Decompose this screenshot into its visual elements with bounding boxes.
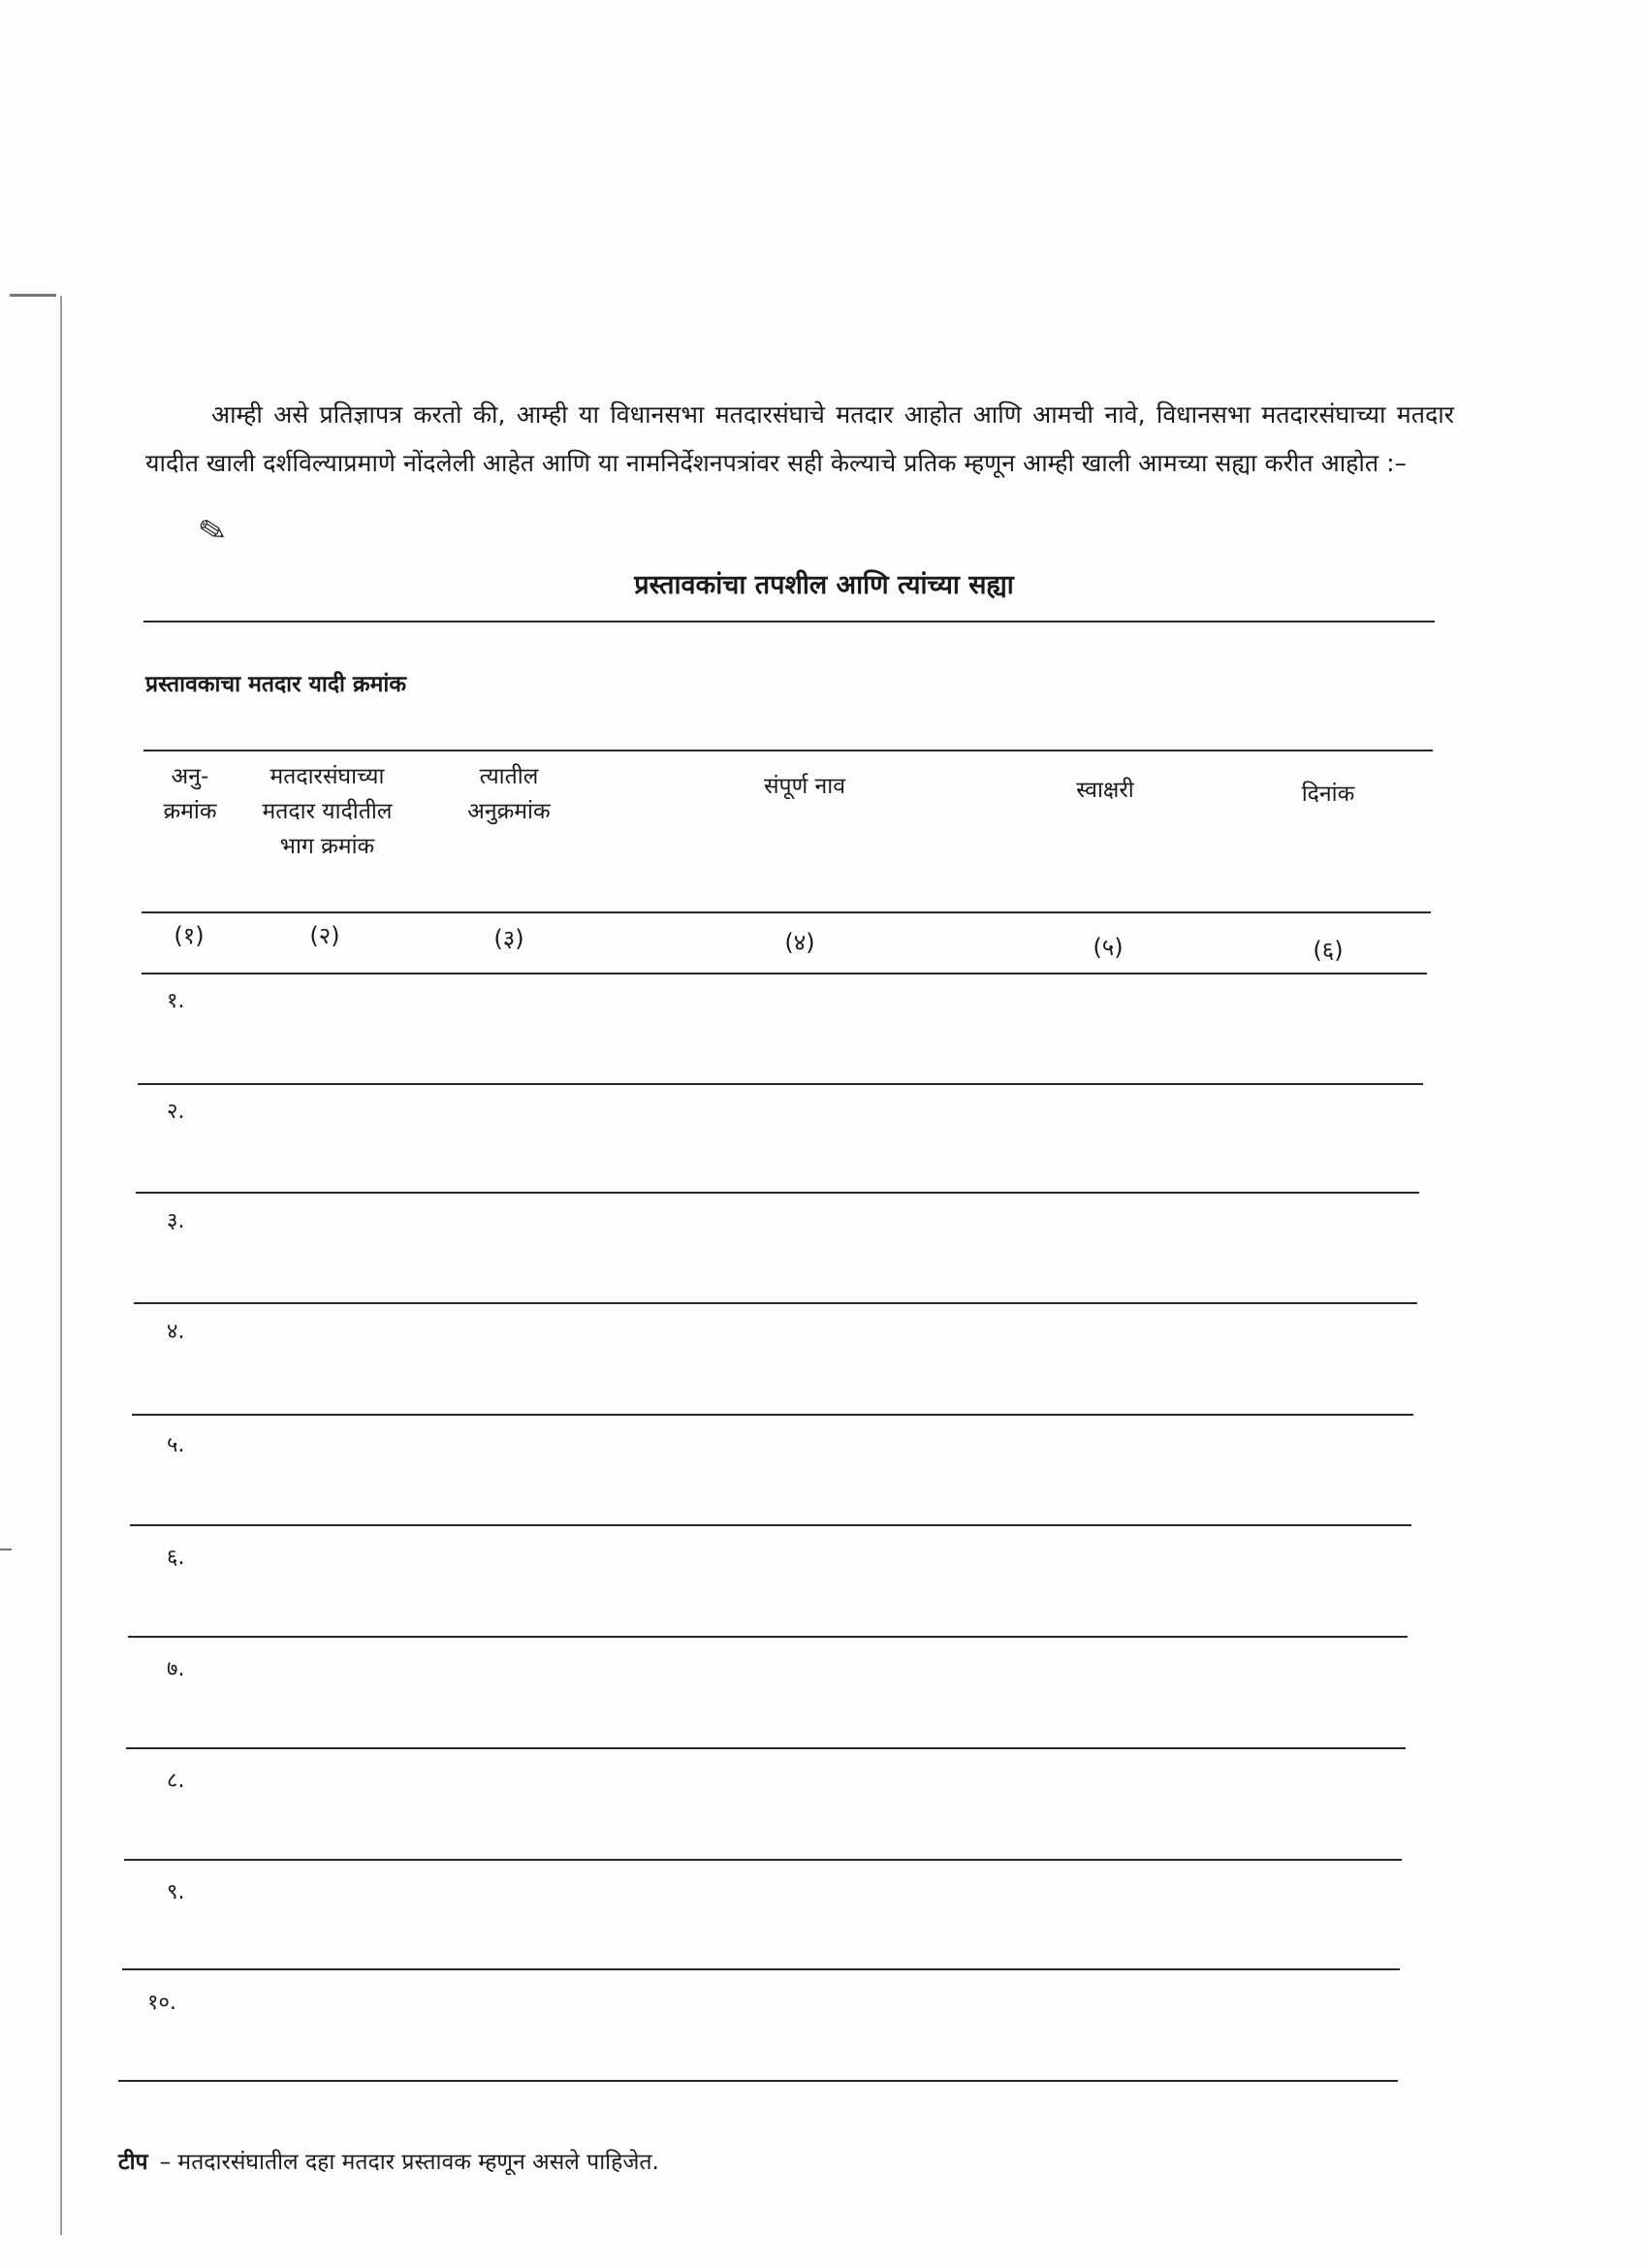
row-rule [136,1192,1419,1194]
col-header-label: अनु- क्रमांक [163,764,217,824]
row-number: ६. [167,1546,185,1570]
footnote-text: – मतदारसंघातील दहा मतदार प्रस्तावक म्हणून असले पाहिजेत. [159,2150,659,2175]
pen-mark-icon: ✎ [195,509,231,554]
col-header-label: त्यातील अनुक्रमांक [467,764,551,824]
row-rule [128,1636,1408,1638]
row-rule [130,1524,1411,1526]
voter-list-number-label: प्रस्तावकाचा मतदार यादी क्रमांक [145,672,407,697]
row-rule [132,1414,1413,1416]
footnote [118,2145,659,2176]
margin-tick [0,1549,12,1550]
row-number: ३. [167,1209,185,1233]
row-number: ५. [167,1433,185,1457]
col-header-part-number [238,759,417,864]
row-number: १०. [147,1991,176,2015]
col-number-bottom-rule [142,973,1427,974]
row-rule [118,2080,1398,2082]
col-header-serial-in-part [436,759,582,829]
col-number: (१) [174,922,205,949]
col-header-full-name [698,769,911,804]
col-number: (२) [309,922,340,949]
header-bottom-rule [142,911,1431,913]
col-header-signature [1037,773,1173,808]
section-title: प्रस्तावकांचा तपशील आणि त्यांच्या सह्या [634,570,1014,600]
row-rule [126,1747,1406,1749]
row-rule [138,1083,1423,1085]
col-header-date [1270,777,1386,812]
rule-under-title [143,621,1435,623]
col-number: (५) [1093,934,1124,961]
table-top-rule [143,750,1433,751]
row-number: ९. [167,1880,185,1904]
col-header-label: स्वाक्षरी [1076,778,1134,803]
col-header-label: मतदारसंघाच्या मतदार यादीतील भाग क्रमांक [262,764,393,859]
col-number: (६) [1313,937,1344,964]
row-number: ८. [167,1769,185,1793]
intro-paragraph: आम्ही असे प्रतिज्ञापत्र करतो की, आम्ही या विधानसभा मतदारसंघाचे मतदार आहोत आणि आमची नावे, विधानसभा मतदारसंघाच्या मतदार यादीत खाली दर्शविल्याप्रमाणे नोंदलेली आहेत आणि या नामनिर्देशनपत्रांवर सही केल्याचे प्रतिक म्हणून आम्ही खाली आमच्या सह्या करीत आहोत :– [145,400,1454,477]
row-number: २. [167,1100,185,1124]
row-rule [124,1859,1402,1861]
margin-tick [10,294,56,297]
col-number: (३) [493,925,524,952]
col-header-serial [143,759,237,829]
col-number: (४) [784,929,815,956]
row-number: ४. [167,1320,185,1344]
col-header-label: संपूर्ण नाव [763,774,846,799]
row-rule [122,1968,1400,1970]
row-number: १. [167,989,185,1013]
row-rule [134,1302,1417,1304]
footnote-label: टीप [118,2150,148,2175]
row-number: ७. [167,1657,185,1681]
col-header-label: दिनांक [1301,782,1355,807]
